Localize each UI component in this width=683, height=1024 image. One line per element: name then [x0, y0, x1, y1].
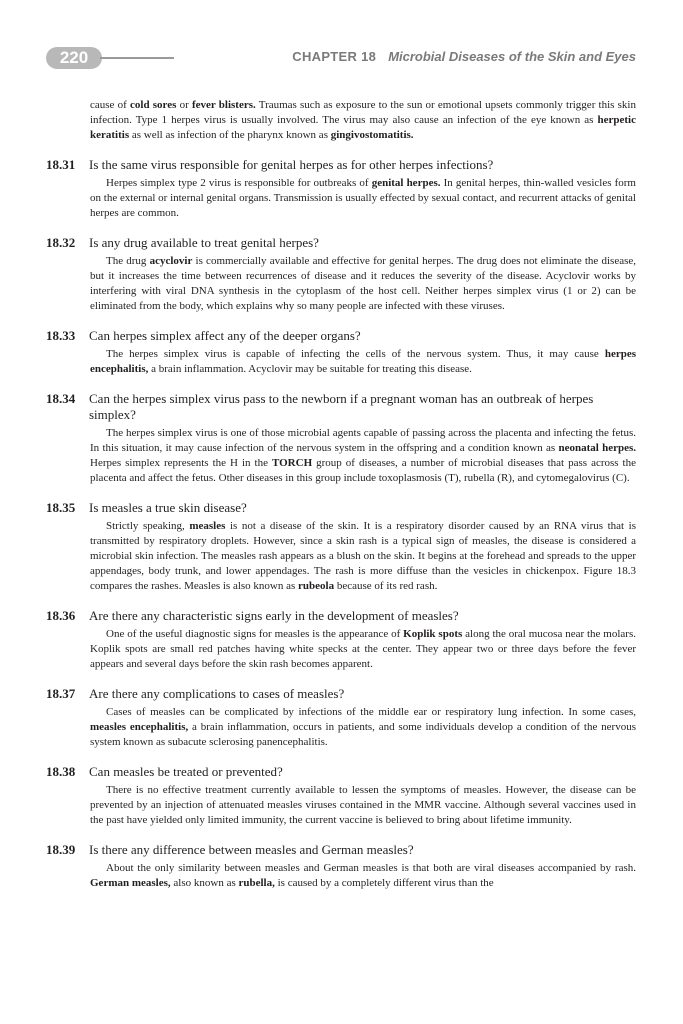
question-number: 18.34	[46, 391, 76, 406]
question-number: 18.33	[46, 328, 76, 343]
question-number: 18.37	[46, 686, 76, 701]
page-header	[0, 0, 683, 80]
page-number-badge: 220	[46, 47, 102, 69]
question	[0, 686, 683, 702]
question	[0, 235, 683, 251]
question-text: Can the herpes simplex virus pass to the newborn if a pregnant woman has an outbreak of herpes simplex?	[89, 391, 594, 422]
intro-paragraph: cause of cold sores or fever blisters. Traumas such as exposure to the sun or emotional upsets commonly trigger this skin infection. Type 1 herpes virus is usually involved. The virus may also cause an infection of the eye known as herpetic keratitis as well as infection of the pharynx known as gingivostomatitis.	[90, 99, 636, 141]
answer-paragraph: About the only similarity between measles and German measles is that both are viral diseases accompanied by rash. German measles, also known as rubella, is caused by a completely different virus than the	[90, 862, 636, 889]
question-number: 18.35	[46, 500, 76, 515]
page-content	[0, 98, 683, 891]
answer-paragraph: Cases of measles can be complicated by infections of the middle ear or respiratory lung infection. In some cases, measles encephalitis, a brain inflammation, occurs in patients, and some individuals develop a condition of the nervous system known as subacute sclerosing panencephalitis.	[90, 706, 636, 748]
answer-paragraph: Herpes simplex type 2 virus is responsible for outbreaks of genital herpes. In genital herpes, thin-walled vesicles form on the external or internal genital organs. Transmission is usually effected by sexual contact, and recurrent attacks of genital herpes are common.	[90, 177, 636, 219]
question	[0, 157, 683, 173]
qa-item	[0, 328, 683, 377]
qa-item	[0, 608, 683, 672]
question-text: Are there any characteristic signs early in the development of measles?	[89, 608, 459, 623]
qa-item	[0, 391, 683, 486]
question	[0, 328, 683, 344]
qa-item	[0, 842, 683, 891]
question-number: 18.39	[46, 842, 76, 857]
question	[0, 391, 683, 423]
question-number: 18.36	[46, 608, 76, 623]
question-text: Is the same virus responsible for genital herpes as for other herpes infections?	[89, 157, 494, 172]
answer-paragraph: The herpes simplex virus is capable of infecting the cells of the nervous system. Thus, it may cause herpes encephalitis, a brain inflammation. Acyclovir may be suitable for treating this disease.	[90, 348, 636, 375]
answer-paragraph: The drug acyclovir is commercially available and effective for genital herpes. The drug does not eliminate the disease, but it increases the time between recurrences of disease and it reduces the severity of the disease. Acyclovir works by interfering with viral DNA synthesis in the cytoplasm of the host cell. Neither herpes simplex virus (1 or 2) can be eliminated from the body, which explains why so many people are infected with these viruses.	[90, 255, 636, 312]
answer-paragraph: The herpes simplex virus is one of those microbial agents capable of passing across the placenta and infecting the fetus. In this situation, it may cause infection of the nervous system in the offspring and a condition known as neonatal herpes. Herpes simplex represents the H in the TORCH group of diseases, a number of microbial diseases that pass across the placenta and affect the fetus. Other diseases in this group include toxoplasmosis (T), rubella (R), and cytomegalovirus (C).	[90, 427, 637, 484]
question-text: Can measles be treated or prevented?	[89, 764, 283, 779]
question-number: 18.32	[46, 235, 76, 250]
qa-item	[0, 764, 683, 828]
question	[0, 608, 683, 624]
question	[0, 500, 683, 516]
answer-paragraph: One of the useful diagnostic signs for measles is the appearance of Koplik spots along the oral mucosa near the molars. Koplik spots are small red patches having white specks at the center. They appear two or three days before the fever appears and several days before the skin rash becomes apparent.	[90, 628, 636, 670]
question-text: Is any drug available to treat genital herpes?	[89, 235, 319, 250]
question-number: 18.38	[46, 764, 76, 779]
header-rule	[100, 57, 174, 59]
chapter-title: Microbial Diseases of the Skin and Eyes	[388, 49, 636, 64]
running-head	[292, 49, 636, 64]
question-text: Is there any difference between measles and German measles?	[89, 842, 414, 857]
question	[0, 764, 683, 780]
qa-item	[0, 235, 683, 314]
answer-paragraph: Strictly speaking, measles is not a disease of the skin. It is a respiratory disorder caused by an RNA virus that is transmitted by respiratory droplets. However, since a skin rash is a typical sign of measles, the disease is considered a microbial skin infection. The measles rash appears as a blush on the skin. It begins at the forehead and spreads to the upper appendages, body trunk, and lower appendages. The rash is more diffuse than the vesicles in chickenpox. Figure 18.3 compares the rashes. Measles is also known as rubeola because of its red rash.	[90, 520, 636, 592]
qa-item	[0, 157, 683, 221]
question-text: Are there any complications to cases of measles?	[89, 686, 345, 701]
question-text: Can herpes simplex affect any of the deeper organs?	[89, 328, 361, 343]
answer-paragraph: There is no effective treatment currently available to lessen the symptoms of measles. However, the disease can be prevented by an injection of attenuated measles viruses contained in the MMR vaccine. Although several vaccines used in the past have yielded only limited immunity, the current vaccine is believed to bring about lifetime immunity.	[90, 784, 636, 826]
question-text: Is measles a true skin disease?	[89, 500, 247, 515]
question-number: 18.31	[46, 157, 76, 172]
qa-item	[0, 686, 683, 750]
qa-item	[0, 500, 683, 594]
question	[0, 842, 683, 858]
chapter-label: CHAPTER 18	[292, 49, 377, 64]
